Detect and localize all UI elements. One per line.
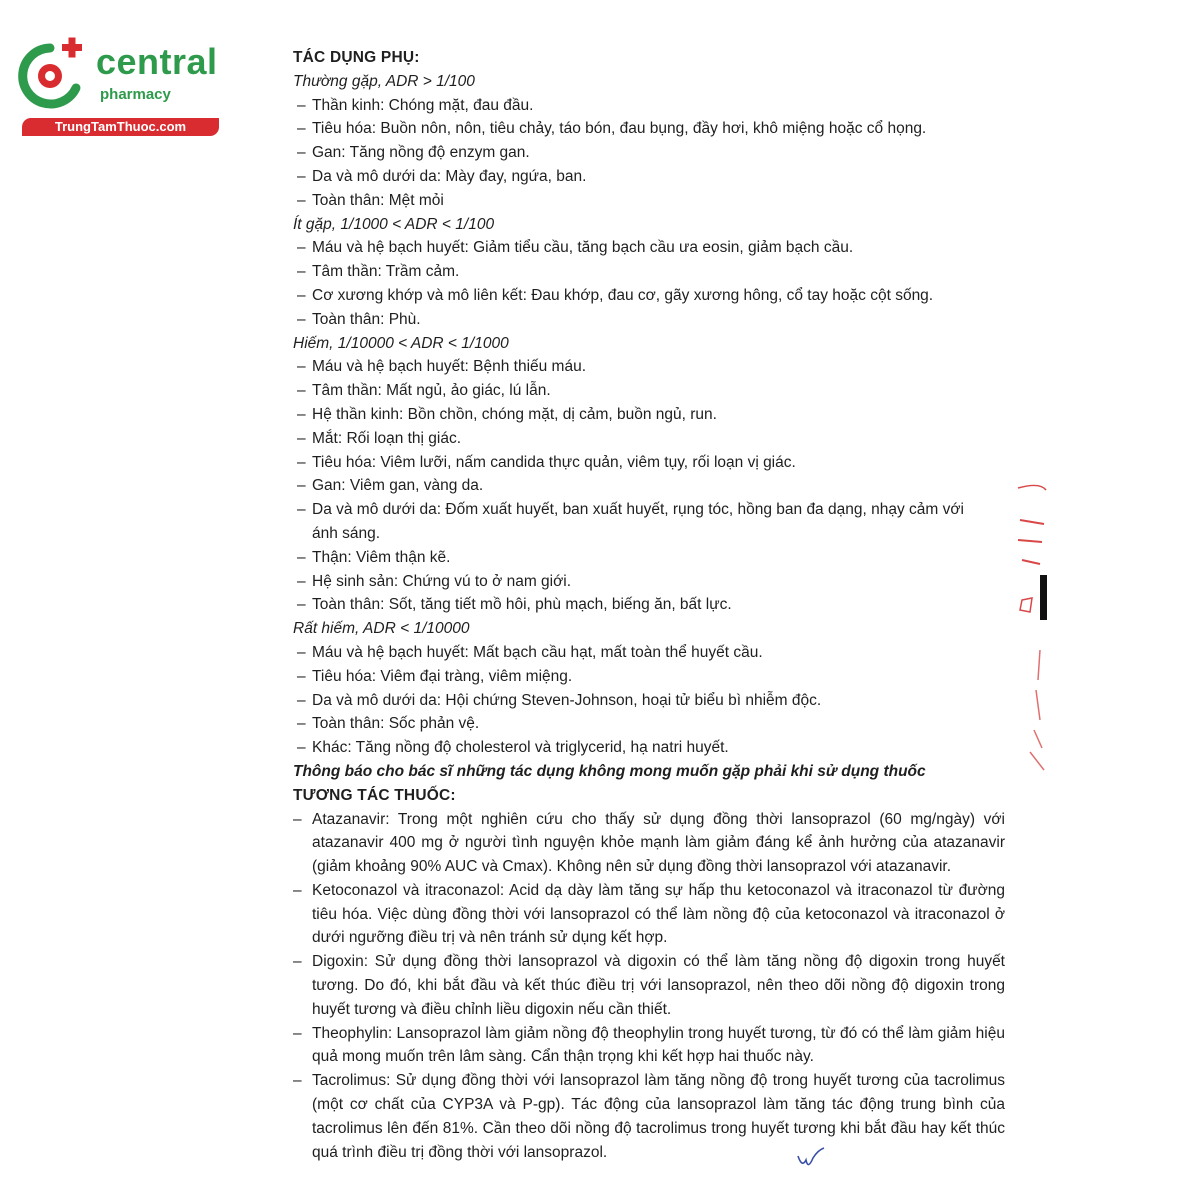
list-item: – Tâm thần: Mất ngủ, ảo giác, lú lẫn. bbox=[293, 379, 1005, 403]
section-heading-adverse-effects: TÁC DỤNG PHỤ: bbox=[293, 49, 420, 66]
list-item: – Toàn thân: Mệt mỏi bbox=[293, 189, 1005, 213]
doctor-notice: Thông báo cho bác sĩ những tác dụng không mong muốn gặp phải khi sử dụng thuốc bbox=[293, 762, 926, 780]
interaction-item: – Theophylin: Lansoprazol làm giảm nồng độ theophylin trong huyết tương, từ đó có thể làm giảm hiệu quả mong muốn trên lâm sàng. Cẩn thận trọng khi kết hợp hai thuốc này. bbox=[293, 1022, 1005, 1070]
list-item: – Toàn thân: Sốc phản vệ. bbox=[293, 712, 1005, 736]
list-item: – Da và mô dưới da: Đốm xuất huyết, ban xuất huyết, rụng tóc, hồng ban đa dạng, nhạy cảm với bbox=[293, 498, 1005, 522]
list-item: – Máu và hệ bạch huyết: Mất bạch cầu hạt, mất toàn thể huyết cầu. bbox=[293, 641, 1005, 665]
list-item: – Da và mô dưới da: Mày đay, ngứa, ban. bbox=[293, 165, 1005, 189]
list-item: – Tiêu hóa: Buồn nôn, nôn, tiêu chảy, táo bón, đau bụng, đầy hơi, khô miệng hoặc cổ họng. bbox=[293, 117, 1005, 141]
partial-red-stamp bbox=[1010, 480, 1050, 780]
interaction-item: – Atazanavir: Trong một nghiên cứu cho thấy sử dụng đồng thời lansoprazol (60 mg/ngày) với atazanavir 400 mg ở người tình nguyện khỏe mạnh làm giảm đáng kể ảnh hưởng của atazanavir (giảm khoảng 90% AUC và Cmax). Không nên sử dụng đồng thời lansoprazol với atazanavir. bbox=[293, 808, 1005, 879]
list-item: – Gan: Viêm gan, vàng da. bbox=[293, 474, 1005, 498]
list-item: – Khác: Tăng nồng độ cholesterol và triglycerid, hạ natri huyết. bbox=[293, 736, 1005, 760]
frequency-heading: Ít gặp, 1/1000 < ADR < 1/100 bbox=[293, 215, 495, 233]
frequency-heading: Hiếm, 1/10000 < ADR < 1/1000 bbox=[293, 334, 509, 352]
leaflet-text bbox=[293, 46, 1005, 1164]
interaction-item: – Tacrolimus: Sử dụng đồng thời với lansoprazol làm tăng nồng độ trong huyết tương của tacrolimus (một cơ chất của CYP3A và P-gp). Tác động của lansoprazol làm tăng tác động trung bình của tacrolimus lên đến 81%. Cần theo dõi nồng độ tacrolimus trong huyết tương khi bắt đầu hay kết thúc quá trình điều trị đồng thời với lansoprazol. bbox=[293, 1069, 1005, 1164]
logo-subtitle: pharmacy bbox=[100, 86, 171, 103]
list-item: – Gan: Tăng nồng độ enzym gan. bbox=[293, 141, 1005, 165]
list-item: – Máu và hệ bạch huyết: Giảm tiểu cầu, tăng bạch cầu ưa eosin, giảm bạch cầu. bbox=[293, 236, 1005, 260]
list-item: – Tiêu hóa: Viêm lưỡi, nấm candida thực quản, viêm tụy, rối loạn vị giác. bbox=[293, 451, 1005, 475]
frequency-heading: Thường gặp, ADR > 1/100 bbox=[293, 72, 475, 90]
logo-brand-name: central bbox=[96, 41, 218, 82]
list-item: – Thần kinh: Chóng mặt, đau đầu. bbox=[293, 94, 1005, 118]
list-item: – Toàn thân: Phù. bbox=[293, 308, 1005, 332]
list-item: – Da và mô dưới da: Hội chứng Steven-Johnson, hoại tử biểu bì nhiễm độc. bbox=[293, 689, 1005, 713]
list-item: – Cơ xương khớp và mô liên kết: Đau khớp, đau cơ, gãy xương hông, cổ tay hoặc cột sống. bbox=[293, 284, 1005, 308]
list-item: – Hệ sinh sản: Chứng vú to ở nam giới. bbox=[293, 570, 1005, 594]
list-item: – Thận: Viêm thận kẽ. bbox=[293, 546, 1005, 570]
pharmacy-cross-logo-icon bbox=[10, 36, 90, 116]
central-pharmacy-logo bbox=[10, 36, 218, 136]
list-item: – Toàn thân: Sốt, tăng tiết mồ hôi, phù mạch, biếng ăn, bất lực. bbox=[293, 593, 1005, 617]
list-item: – Mắt: Rối loạn thị giác. bbox=[293, 427, 1005, 451]
list-item: – Tiêu hóa: Viêm đại tràng, viêm miệng. bbox=[293, 665, 1005, 689]
list-item: – Tâm thần: Trầm cảm. bbox=[293, 260, 1005, 284]
interaction-item: – Digoxin: Sử dụng đồng thời lansoprazol và digoxin có thể làm tăng nồng độ digoxin trong huyết tương. Do đó, khi bắt đầu và kết thúc điều trị với lansoprazol, nên theo dõi nồng độ digoxin trong huyết tương và điều chỉnh liều digoxin nếu cần thiết. bbox=[293, 950, 1005, 1021]
logo-url-banner: TrungTamThuoc.com bbox=[22, 118, 219, 136]
list-item: – Máu và hệ bạch huyết: Bệnh thiếu máu. bbox=[293, 355, 1005, 379]
frequency-heading: Rất hiếm, ADR < 1/10000 bbox=[293, 620, 470, 638]
handwritten-initial bbox=[796, 1146, 830, 1172]
list-item: – Hệ thần kinh: Bồn chồn, chóng mặt, dị cảm, buồn ngủ, run. bbox=[293, 403, 1005, 427]
list-item-continuation: ánh sáng. bbox=[312, 524, 381, 542]
section-heading-drug-interactions: TƯƠNG TÁC THUỐC: bbox=[293, 786, 456, 804]
interaction-item: – Ketoconazol và itraconazol: Acid dạ dày làm tăng sự hấp thu ketoconazol và itraconazol từ đường tiêu hóa. Việc dùng đồng thời với lansoprazol có thể làm nồng độ của ketoconazol và itraconazol ở dưới ngưỡng điều trị và nên tránh sử dụng kết hợp. bbox=[293, 879, 1005, 950]
